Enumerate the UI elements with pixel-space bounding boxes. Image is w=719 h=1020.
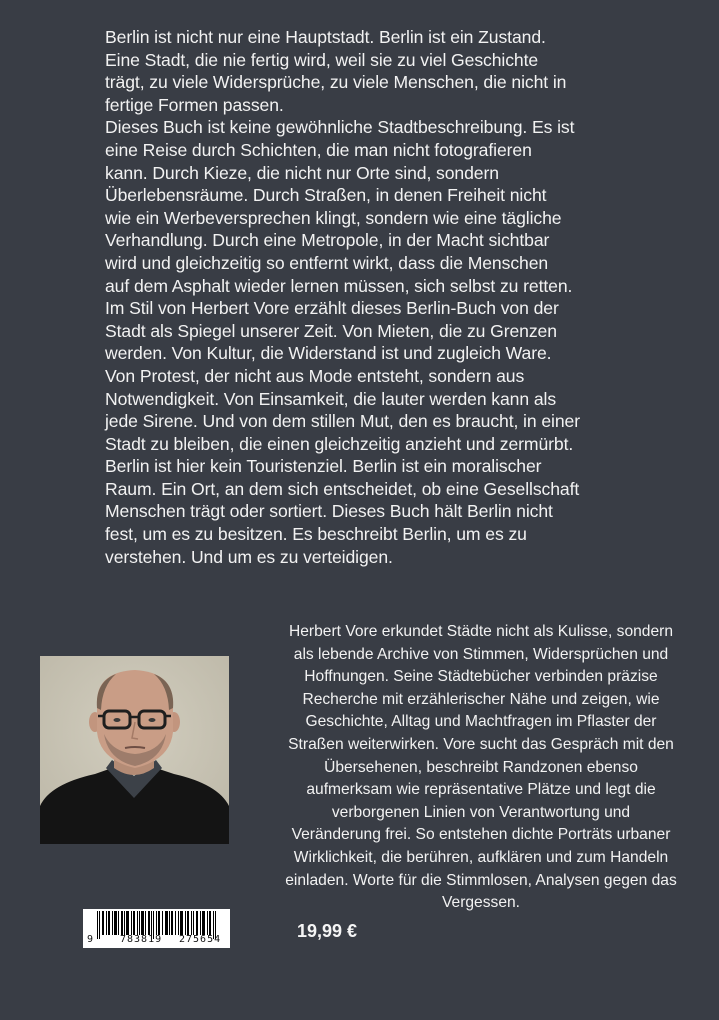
- isbn-digit-first: 9: [87, 934, 94, 945]
- bio-line: Herbert Vore erkundet Städte nicht als Kulisse, sondern: [289, 623, 673, 640]
- isbn-barcode: [83, 909, 230, 948]
- blurb-line: werden. Von Kultur, die Widerstand ist und zugleich Ware.: [105, 343, 552, 364]
- blurb-line: jede Sirene. Und von dem stillen Mut, den es braucht, in einer: [105, 411, 580, 432]
- blurb-line: Dieses Buch ist keine gewöhnliche Stadtbeschreibung. Es ist: [105, 117, 575, 138]
- isbn-digits-left: 783819: [120, 934, 163, 945]
- blurb-line: Raum. Ein Ort, an dem sich entscheidet, ob eine Gesellschaft: [105, 478, 580, 499]
- blurb-line: auf dem Asphalt wieder lernen müssen, sich selbst zu retten.: [105, 275, 573, 296]
- bio-line: als lebende Archive von Stimmen, Widersprüchen und: [293, 645, 669, 663]
- blurb-line: fest, um es zu besitzen. Es beschreibt Berlin, um es zu: [105, 524, 527, 545]
- blurb-line: Berlin ist hier kein Touristenziel. Berlin ist ein moralischer: [105, 456, 542, 477]
- bio-line: Hoffnungen. Seine Städtebücher verbinden präzise: [304, 668, 658, 686]
- blurb-line: wie ein Werbeversprechen klingt, sondern wie eine tägliche: [105, 207, 562, 228]
- blurb-line: Stadt zu bleiben, die einen gleichzeitig anzieht und zermürbt.: [105, 433, 574, 454]
- blurb-line: Von Protest, der nicht aus Mode entsteht, sondern aus: [105, 365, 525, 386]
- blurb-line: verstehen. Und um es zu verteidigen.: [105, 546, 393, 567]
- blurb-line: kann. Durch Kieze, die nicht nur Orte sind, sondern: [105, 162, 499, 183]
- bio-line: Recherche mit erzählerischer Nähe und zeigen, wie: [302, 690, 660, 708]
- isbn-digits-right: 275654: [179, 934, 222, 945]
- bio-line: Veränderung frei. So entstehen dichte Porträts urbaner: [291, 826, 671, 844]
- price: 19,99 €: [297, 921, 358, 941]
- blurb-line: Notwendigkeit. Von Einsamkeit, die lauter werden kann als: [105, 388, 557, 409]
- author-bio: [252, 621, 710, 915]
- blurb-line: Berlin ist nicht nur eine Hauptstadt. Berlin ist ein Zustand.: [105, 27, 546, 47]
- bio-line: Geschichte, Alltag und Machtfragen im Pflaster der: [305, 713, 657, 731]
- bio-line: Vergessen.: [441, 894, 521, 912]
- bio-line: Übersehenen, beschreibt Randzonen ebenso: [324, 758, 638, 776]
- blurb-line: Stadt als Spiegel unserer Zeit. Von Mieten, die zu Grenzen: [105, 320, 557, 341]
- isbn-digits: [83, 934, 230, 947]
- blurb-line: Verhandlung. Durch eine Metropole, in der Macht sichtbar: [105, 230, 550, 251]
- blurb-line: Im Stil von Herbert Vore erzählt dieses Berlin-Buch von der: [105, 298, 559, 319]
- blurb-line: Menschen trägt oder sortiert. Dieses Buch hält Berlin nicht: [105, 501, 553, 522]
- blurb-line: Eine Stadt, die nie fertig wird, weil sie zu viel Geschichte: [105, 49, 539, 70]
- blurb-line: trägt, zu viele Widersprüche, zu viele Menschen, die nicht in: [105, 72, 567, 93]
- blurb-line: Überlebensräume. Durch Straßen, in denen Freiheit nicht: [105, 185, 547, 206]
- bio-line: verborgenen Linien von Verantwortung und: [331, 803, 631, 821]
- bio-line: einladen. Worte für die Stimmlosen, Analysen gegen das: [285, 871, 677, 889]
- blurb-line: fertige Formen passen.: [105, 94, 284, 115]
- bio-line: Wirklichkeit, die berühren, aufklären und zum Handeln: [293, 848, 669, 866]
- blurb-line: eine Reise durch Schichten, die man nicht fotografieren: [105, 139, 532, 160]
- author-photo: [40, 656, 229, 844]
- author-portrait-illustration: [40, 656, 229, 844]
- bio-line: Straßen weiterwirken. Vore sucht das Gespräch mit den: [288, 735, 674, 753]
- bio-line: aufmerksam wie repräsentative Plätze und legt die: [306, 781, 656, 799]
- blurb-text: [105, 26, 665, 568]
- blurb-line: wird und gleichzeitig so entfernt wirkt, dass die Menschen: [105, 252, 549, 273]
